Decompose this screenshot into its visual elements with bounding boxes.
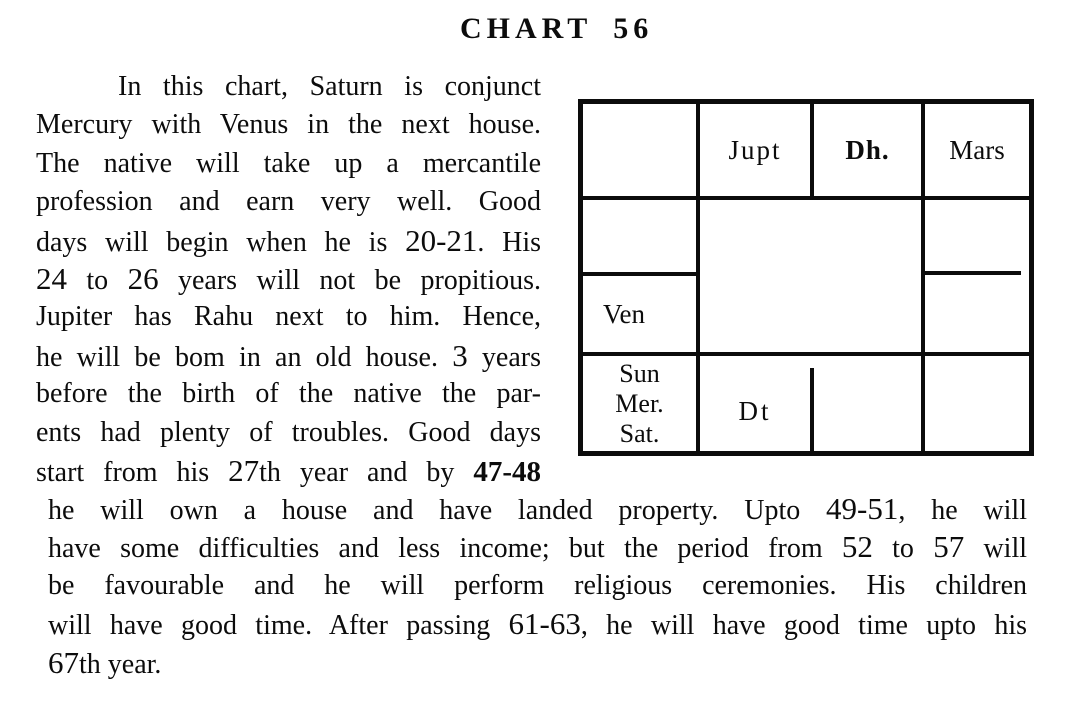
text-line — [36, 298, 541, 336]
text-segment: Mercury with Venus in the next house. — [36, 109, 541, 141]
intro-paragraph — [36, 68, 541, 490]
emphasized-text: 27 — [228, 452, 260, 488]
text-segment: Jupiter has Rahu next to him. Hence, — [36, 301, 541, 333]
text-segment: The native will take up a mercantile — [36, 147, 541, 179]
house-cell-bottom-third-empty — [814, 356, 921, 451]
house-cell-sun-mercury-saturn — [583, 356, 696, 451]
emphasized-text: 67 — [48, 644, 79, 680]
text-line — [36, 337, 541, 375]
emphasized-text: 47-48 — [473, 455, 542, 488]
text-segment: to — [67, 264, 128, 296]
emphasized-text: 24 — [36, 260, 67, 296]
emphasized-text: 49-51 — [826, 491, 899, 526]
house-cell-jupiter: Jupt — [728, 134, 782, 165]
text-segment: , he will — [898, 495, 1027, 526]
house-cell-venus: Ven — [603, 298, 645, 329]
house-cell-mars: Mars — [949, 134, 1005, 165]
house-cell-right-upper-empty — [925, 200, 1029, 271]
text-line — [36, 260, 541, 298]
planet-label-saturn: Sat. — [619, 418, 660, 448]
continuation-paragraph — [48, 490, 1027, 682]
planet-label-sun: Sun — [619, 358, 660, 388]
text-line — [48, 490, 1027, 528]
text-segment: he will be bom in an old house. — [36, 341, 453, 373]
emphasized-text: 3 — [452, 337, 468, 373]
text-line — [36, 414, 541, 452]
planet-label-mercury: Mer. — [615, 388, 664, 418]
house-cell-top-left-empty — [583, 104, 696, 196]
text-line — [36, 145, 541, 183]
text-line — [36, 106, 541, 144]
text-line — [48, 528, 1027, 566]
text-segment: years will not be propitious. — [158, 264, 542, 296]
text-line — [36, 222, 541, 260]
house-cell-bottom-fourth-empty — [925, 356, 1029, 451]
text-line — [36, 375, 541, 413]
emphasized-text: 61-63 — [508, 606, 581, 642]
text-line — [48, 567, 1027, 605]
emphasized-text: 26 — [127, 260, 159, 296]
text-line — [36, 452, 541, 490]
text-segment: he will own a house and have landed property. Upto — [48, 495, 827, 526]
text-segment: to — [872, 533, 934, 565]
text-segment: th year. — [79, 648, 162, 680]
text-segment: will — [964, 533, 1028, 565]
text-segment: profession and earn very well. Good — [36, 186, 541, 218]
page-title: CHART 56 — [460, 12, 654, 45]
text-line — [48, 605, 1027, 643]
text-line — [48, 644, 1027, 682]
text-segment: In this chart, Saturn is conjunct — [118, 71, 541, 102]
text-segment: before the birth of the native the par- — [36, 378, 541, 410]
text-segment: have some difficulties and less income; but the period from — [48, 533, 842, 565]
text-segment: start from his — [36, 456, 229, 488]
text-segment: ents had plenty of troubles. Good days — [36, 416, 541, 448]
emphasized-text: 52 — [841, 529, 873, 565]
text-segment: days will begin when he is — [36, 226, 406, 258]
emphasized-text: 20-21 — [405, 222, 478, 258]
house-cell-dt: Dt — [738, 396, 772, 426]
text-segment: years — [467, 341, 541, 373]
house-cell-right-lower-empty — [925, 275, 1029, 352]
house-cell-dh: Dh. — [845, 134, 890, 165]
text-segment: th year and by — [259, 456, 474, 488]
house-cell-left-upper-empty — [583, 200, 696, 272]
text-line — [36, 183, 541, 221]
emphasized-text: 57 — [933, 529, 965, 565]
text-segment: . His — [477, 226, 541, 258]
text-segment: will have good time. After passing — [48, 610, 509, 642]
text-line — [36, 68, 541, 106]
text-segment: be favourable and he will perform religious ceremonies. His children — [48, 569, 1027, 601]
text-segment: , he will have good time upto his — [580, 610, 1028, 642]
astro-chart — [578, 99, 1034, 456]
